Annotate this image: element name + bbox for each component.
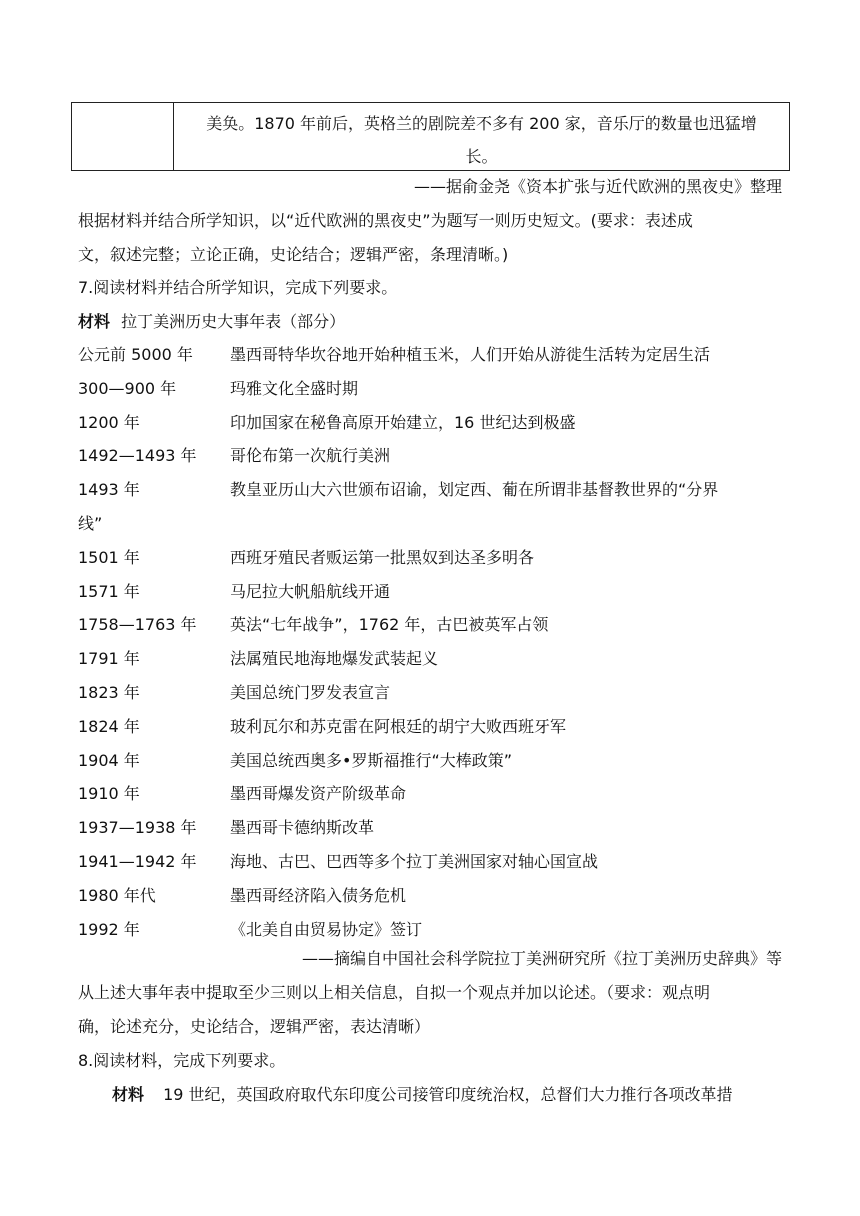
table-cell-line: 长。: [465, 147, 498, 166]
timeline-event: 美国总统门罗发表宣言: [230, 683, 391, 702]
timeline-year: 1758—1763 年: [78, 615, 197, 635]
timeline-row: [78, 445, 788, 467]
table-label-cell: [72, 103, 174, 170]
material-paragraph: [112, 1084, 733, 1106]
timeline-year: 1824 年: [78, 716, 140, 736]
timeline-event: 美国总统西奥多•罗斯福推行“大棒政策”: [230, 750, 513, 770]
material-title: 拉丁美洲历史大事年表（部分）: [121, 312, 346, 331]
timeline-event: 马尼拉大帆船航线开通: [230, 581, 391, 601]
question-title: 7.阅读材料并结合所学知识，完成下列要求。: [78, 278, 398, 297]
timeline-year: 1992 年: [78, 919, 140, 939]
timeline-row: [78, 817, 788, 839]
timeline-year: 1980 年代: [78, 885, 156, 905]
timeline-row: [78, 614, 788, 636]
timeline-year: 线”: [78, 514, 103, 533]
timeline-event: 玻利瓦尔和苏克雷在阿根廷的胡宁大败西班牙军: [230, 716, 567, 736]
table-cell-line: 美奂。1870 年前后，英格兰的剧院差不多有 200 家，音乐厅的数量也迅猛增: [206, 114, 757, 133]
table-content-cell: [174, 103, 789, 170]
question-text: 根据材料并结合所学知识，以“近代欧洲的黑夜史”为题写一则历史短文。(要求：表述成: [78, 211, 693, 230]
timeline-row: [78, 716, 788, 738]
timeline-row: [78, 648, 788, 670]
timeline-event: 法属殖民地海地爆发武装起义: [230, 649, 439, 669]
timeline-row: [78, 919, 788, 941]
material-label: 材料: [112, 1085, 145, 1104]
question-text: 从上述大事年表中提取至少三则以上相关信息，自拟一个观点并加以论述。（要求：观点明: [78, 983, 711, 1002]
timeline-event: 《北美自由贸易协定》签订: [230, 919, 423, 939]
timeline-year: 1937—1938 年: [78, 818, 197, 838]
timeline-row: [78, 885, 788, 907]
material-text: 19 世纪，英国政府取代东印度公司接管印度统治权，总督们大力推行各项改革措: [163, 1085, 733, 1104]
timeline-row: [78, 513, 788, 535]
timeline-event: 印加国家在秘鲁高原开始建立，16 世纪达到极盛: [230, 412, 576, 432]
timeline-event: 教皇亚历山大六世颁布诏谕，划定西、葡在所谓非基督教世界的“分界: [230, 480, 719, 500]
timeline-row: [78, 682, 788, 704]
material-label: 材料: [78, 312, 111, 331]
timeline-event: 墨西哥经济陷入债务危机: [230, 885, 407, 905]
timeline-event: 墨西哥卡德纳斯改革: [230, 818, 375, 838]
timeline-row: [78, 479, 788, 501]
timeline-year: 1200 年: [78, 412, 140, 432]
timeline-year: 1501 年: [78, 547, 140, 567]
question-text: 确，论述充分，史论结合，逻辑严密，表达清晰）: [78, 1017, 431, 1036]
source-citation: ——摘编自中国社会科学院拉丁美洲研究所《拉丁美洲历史辞典》等: [301, 949, 782, 968]
timeline-year: 1571 年: [78, 581, 140, 601]
timeline-year: 公元前 5000 年: [78, 345, 193, 364]
timeline-event: 西班牙殖民者贩运第一批黑奴到达圣多明各: [230, 547, 535, 567]
timeline-event: 墨西哥爆发资产阶级革命: [230, 784, 407, 804]
material-heading: [78, 311, 345, 333]
timeline-row: [78, 581, 788, 603]
timeline-year: 1493 年: [78, 480, 140, 500]
timeline-row: [78, 412, 788, 434]
timeline-row: [78, 750, 788, 772]
timeline-year: 1791 年: [78, 649, 140, 669]
timeline-row: [78, 344, 788, 366]
timeline-row: [78, 547, 788, 569]
timeline-year: 1910 年: [78, 784, 140, 804]
timeline-row: [78, 378, 788, 400]
timeline-row: [78, 851, 788, 873]
timeline-year: 300—900 年: [78, 378, 177, 398]
question-text: 文，叙述完整；立论正确，史论结合；逻辑严密，条理清晰。): [78, 245, 509, 264]
timeline-year: 1492—1493 年: [78, 446, 197, 466]
timeline-event: 海地、古巴、巴西等多个拉丁美洲国家对轴心国宣战: [230, 852, 599, 871]
timeline-event: 英法“七年战争”，1762 年，古巴被英军占领: [230, 615, 549, 635]
timeline-event: 墨西哥特华坎谷地开始种植玉米，人们开始从游徙生活转为定居生活: [230, 345, 711, 364]
timeline-year: 1823 年: [78, 683, 140, 702]
timeline-year: 1941—1942 年: [78, 852, 197, 871]
timeline-row: [78, 783, 788, 805]
timeline-event: 哥伦布第一次航行美洲: [230, 446, 391, 466]
timeline-event: 玛雅文化全盛时期: [230, 378, 359, 398]
question-title: 8.阅读材料，完成下列要求。: [78, 1051, 286, 1070]
source-citation: ——据俞金尧《资本扩张与近代欧洲的黑夜史》整理: [413, 177, 782, 196]
material-table: [71, 102, 790, 171]
timeline-year: 1904 年: [78, 750, 140, 770]
